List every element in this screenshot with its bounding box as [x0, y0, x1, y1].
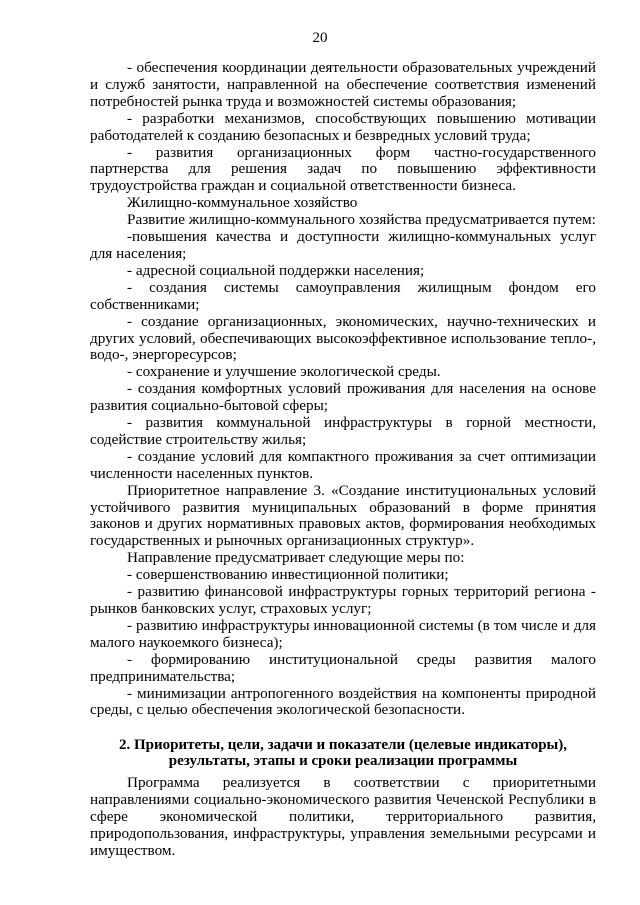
paragraph: -повышения качества и доступности жилищно-коммунальных услуг для населения; — [90, 228, 596, 262]
document-body — [90, 60, 596, 860]
paragraph: - создания системы самоуправления жилищным фондом его собственниками; — [90, 278, 596, 313]
paragraph: - развитию инфраструктуры инновационной системы (в том числе и для малого наукоемкого бизнеса); — [90, 616, 596, 651]
paragraph: - минимизации антропогенного воздействия на компоненты природной среды, с целью обеспечения экологической безопасности. — [90, 684, 596, 719]
paragraph: Развитие жилищно-коммунального хозяйства предусматривается путем: — [127, 211, 596, 229]
paragraph: - разработки механизмов, способствующих повышению мотивации работодателей к созданию безопасных и безвредных условий труда; — [90, 109, 596, 144]
paragraph: - создание условий для компактного проживания за счет оптимизации численности населенных пунктов. — [90, 447, 596, 482]
paragraph: - развития организационных форм частно-государственного партнерства для решения задач по повышению эффективности трудоустройства граждан и социальной ответственности бизнеса. — [90, 143, 596, 195]
section-heading: 2. Приоритеты, цели, задачи и показатели (целевые индикаторы), результаты, этапы и сроки реализации программы — [119, 737, 567, 770]
paragraph: - создания комфортных условий проживания для населения на основе развития социально-бытовой сферы; — [90, 380, 596, 415]
paragraph: - адресной социальной поддержки населения; — [127, 261, 425, 279]
paragraph: Направление предусматривает следующие меры по: — [127, 549, 465, 567]
paragraph: - обеспечения координации деятельности образовательных учреждений и служб занятости, направленной на обеспечение соответствия изменений потребностей рынка труда и возможностей системы образования; — [90, 59, 596, 110]
paragraph: Приоритетное направление 3. «Создание институциональных условий устойчивого развития муниципальных образований в форме принятия законов и других нормативных правовых актов, формирования необходимых государственных и рыночных организационных структур». — [90, 481, 596, 550]
paragraph: Программа реализуется в соответствии с приоритетными направлениями социально-экономического развития Чеченской Республики в сфере экономической политики, территориального развития, природопользования, инфраструктуры, управления земельными ресурсами и имуществом. — [90, 774, 596, 859]
paragraph: - совершенствованию инвестиционной политики; — [127, 566, 449, 584]
paragraph: - создание организационных, экономических, научно-технических и других условий, обеспечивающих высокоэффективное использование тепло-, водо-, энергоресурсов; — [90, 312, 596, 364]
paragraph: - развитию финансовой инфраструктуры горных территорий региона - рынков банковских услуг, страховых услуг; — [90, 583, 596, 617]
subsection-title: Жилищно-коммунальное хозяйство — [127, 194, 358, 212]
paragraph: - развития коммунальной инфраструктуры в горной местности, содействие строительству жилья; — [90, 414, 596, 448]
paragraph: - формированию институциональной среды развития малого предпринимательства; — [90, 650, 596, 685]
page-number: 20 — [312, 30, 328, 46]
paragraph: - сохранение и улучшение экологической среды. — [127, 363, 441, 381]
